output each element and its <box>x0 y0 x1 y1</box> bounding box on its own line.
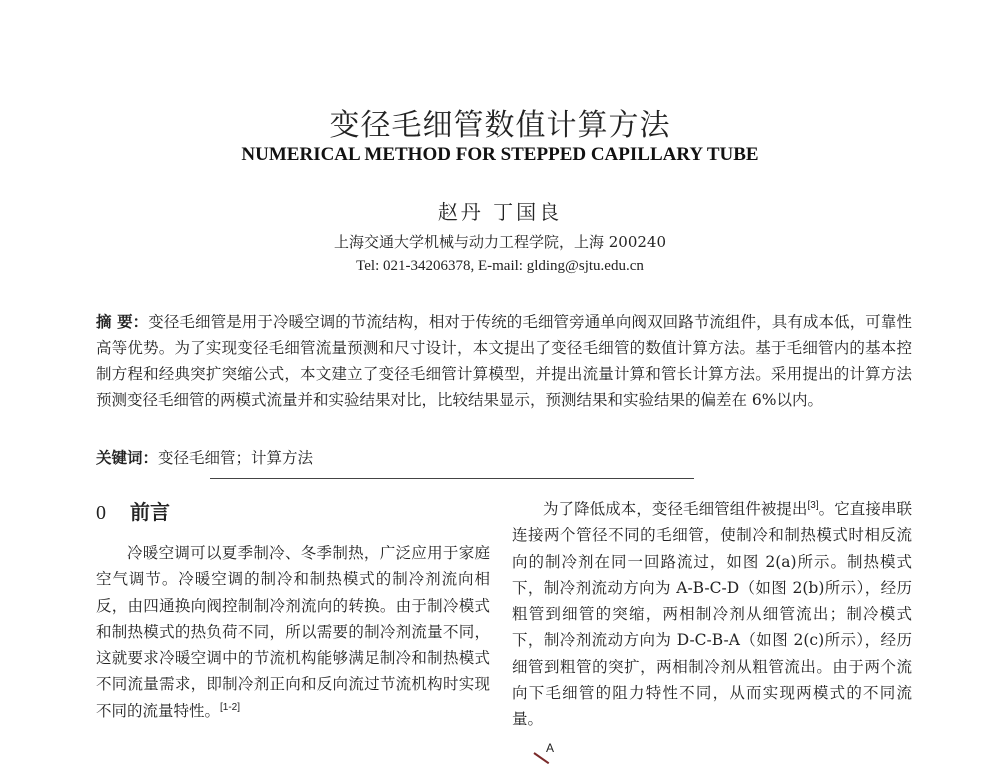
left-paragraph <box>96 540 490 724</box>
section-number: 0 <box>96 502 106 524</box>
abstract-label: 摘 要： <box>96 312 149 331</box>
section-heading <box>96 496 170 525</box>
right-paragraph-text-1: 为了降低成本，变径毛细管组件被提出 <box>543 500 808 518</box>
right-paragraph-text-2: 。它直接串联连接两个管径不同的毛细管，使制冷和制热模式时相反流向的制冷剂在同一回路流过，如图 2(a)所示。制热模式下，制冷剂流动方向为 A-B-C-D（如图 2(b)所示），经历粗管到细管的突缩，两相制冷剂从细管流出；制冷模式下，制冷剂流动方向为 D-C-B-A（如图 2(c)所示），经历细管到粗管的突扩，两相制冷剂从粗管流出。由于两个流向下毛细管的阻力特性不同，从而实现两模式的不同流量。 <box>512 500 912 729</box>
paper-title-english: NUMERICAL METHOD FOR STEPPED CAPILLARY TUBE <box>241 144 759 165</box>
section-title: 前言 <box>130 500 170 524</box>
divider <box>210 478 694 479</box>
keywords-text: 变径毛细管；计算方法 <box>158 449 314 467</box>
contact-info: Tel: 021-34206378, E-mail: glding@sjtu.edu.cn <box>356 258 644 274</box>
authors: 赵丹 丁国良 <box>437 200 563 224</box>
figure-label: A <box>546 741 555 755</box>
left-column <box>96 540 490 724</box>
left-citation[interactable]: [1-2] <box>220 701 241 713</box>
affiliation: 上海交通大学机械与动力工程学院，上海 200240 <box>333 233 667 251</box>
right-paragraph <box>512 496 912 733</box>
left-paragraph-text: 冷暖空调可以夏季制冷、冬季制热，广泛应用于家庭空气调节。冷暖空调的制冷和制热模式的制冷剂流向相反，由四通换向阀控制制冷剂流向的转换。由于制冷模式和制热模式的热负荷不同，所以需要的制冷剂流量不同，这就要求冷暖空调中的节流机构能够满足制冷和制热模式不同流量需求，即制冷剂正向和反向流过节流机构时实现不同的流量特性。 <box>96 544 490 720</box>
abstract-text: 变径毛细管是用于冷暖空调的节流结构，相对于传统的毛细管旁通单向阀双回路节流组件，具有成本低，可靠性高等优势。为了实现变径毛细管流量预测和尺寸设计，本文提出了变径毛细管的数值计算方法。基于毛细管内的基本控制方程和经典突扩突缩公式，本文建立了变径毛细管计算模型，并提出流量计算和管长计算方法。采用提出的计算方法预测变径毛细管的两模式流量并和实验结果对比，比较结果显示，预测结果和实验结果的偏差在 6%以内。 <box>96 313 912 409</box>
abstract <box>96 309 912 413</box>
right-column <box>512 496 912 733</box>
keywords-label: 关键词： <box>96 448 159 467</box>
right-citation[interactable]: [3] <box>807 499 819 511</box>
keywords <box>96 446 912 468</box>
paper-title-chinese: 变径毛细管数值计算方法 <box>329 108 671 143</box>
